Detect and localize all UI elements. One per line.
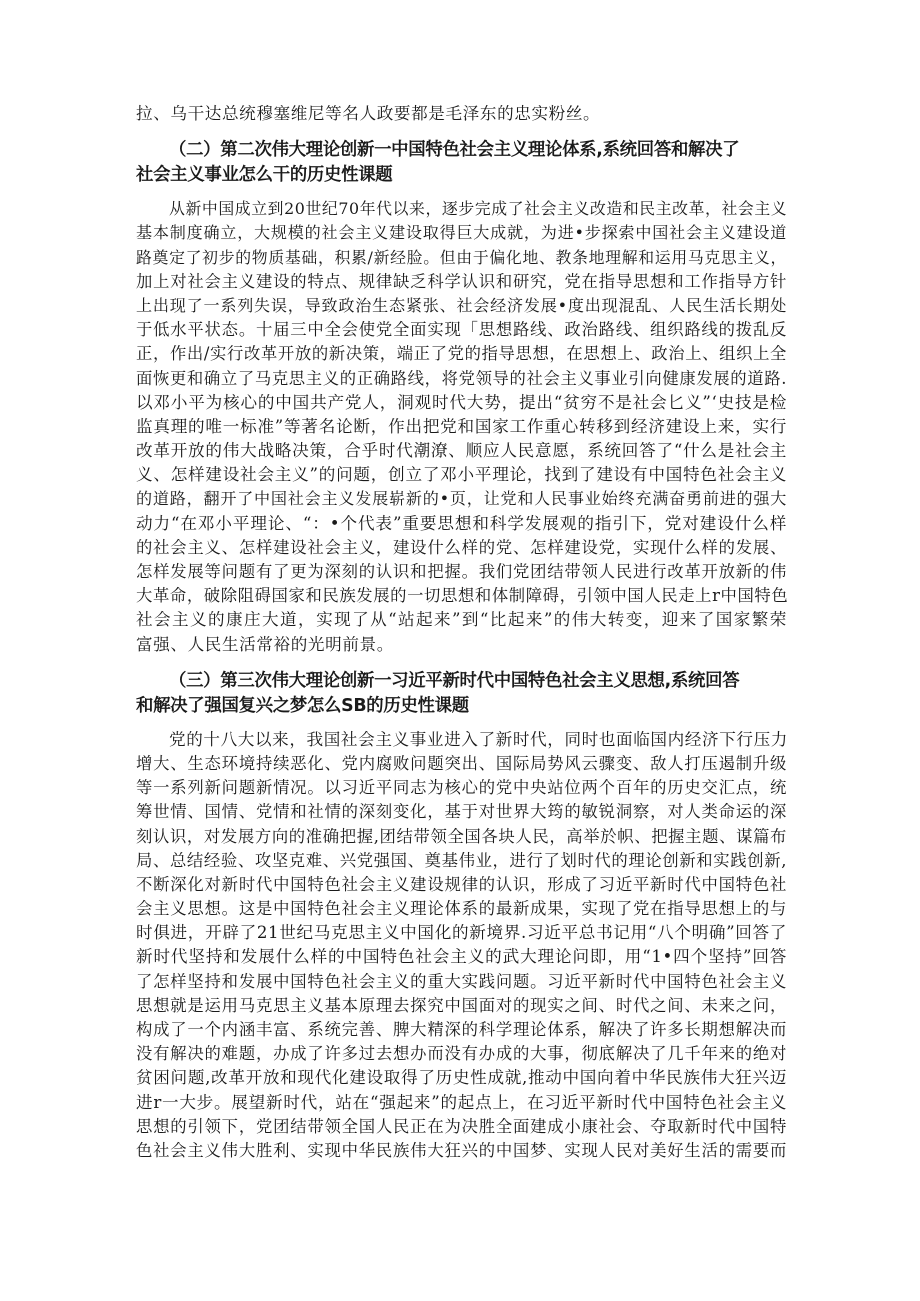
text-line: 刻认识，对发展方向的准确把握,团结带领全国各块人民，高举於帜、把握主题、谋篇布 — [136, 826, 787, 846]
section-heading-3 — [136, 669, 787, 719]
section-heading-2 — [136, 138, 787, 188]
text-line: 筹世情、国情、党情和社情的深刻变化，基于对世界大筠的敏锐洞察，对人类命运的深 — [136, 802, 787, 822]
text-line: 的道路，翻开了中国社会主义发展崭新的•页，让党和人民事业始终充满奋勇前进的强大 — [136, 489, 787, 509]
text-line: 等一系列新问题新情况。以习近平同志为核心的党中央站位两个百年的历史交汇点，统 — [136, 778, 787, 798]
text-line: 构成了一个内涵丰富、系统完善、脾大精深的科学理论体系，解决了许多长期想解决而 — [136, 1020, 787, 1039]
text-line: 新时代坚持和发展什么样的中国特色社会主义的武大理论问即，用“1•四个坚持”回答 — [136, 947, 787, 967]
document-page — [136, 102, 787, 1163]
text-line: 路奠定了初步的物质基础，积累/新经脸。但由于偏化地、教条地理解和运用马克思主义， — [136, 247, 787, 267]
text-line: 富强、人民生活常裕的光明前景。 — [136, 634, 394, 654]
text-line: 的社会主义、怎样建设社会主义，建设什么样的党、怎样建设党，实现什么样的发展、 — [136, 537, 787, 557]
paragraph-section-2 — [136, 197, 787, 657]
text-line: 不断深化对新时代中国特色社会主义建设规律的认识，形成了习近平新时代中国特色社 — [136, 874, 787, 894]
text-line: 怎样发展等问题有了更为深刻的认识和把握。我们党团结带领人民进行改革开放新的伟 — [136, 562, 787, 581]
text-line: 加上对社会主义建设的特点、规律缺乏科学认识和研究，党在指导思想和工作指导方针 — [136, 271, 787, 291]
text-line: 以邓小平为核心的中国共产党人，洞观时代大势，提出“贫穷不是社会匕义”‘史技是检 — [136, 392, 787, 412]
heading-line: （三）第三次伟大理论创新一习近平新时代中国特色社会主义思想,系统回答 — [169, 670, 740, 691]
text-line: 思想就是运用马克思主义基本原理去探究中国面对的现实之间、时代之间、未来之问， — [136, 995, 787, 1015]
text-line: 上出现了一系列失误，导致政治生态紧张、社会经济发展•度出现混乱、人民生活长期处 — [136, 295, 787, 315]
text-line: 没有解决的难题，办成了许多过去想办而没有办成的大事，彻底解决了几千年来的绝对 — [136, 1044, 787, 1064]
text-line: 思想的引领下，党团结带领全国人民正在为决胜全面建成小康社会、夺取新时代中国特 — [136, 1116, 787, 1136]
heading-line: 和解决了强国复兴之梦怎么SB的历史性课题 — [136, 695, 469, 716]
text-line: 基本制度确立，大规模的社会主义建设取得巨大成就，为进•步探索中国社会主义建设道 — [136, 223, 787, 243]
text-line: 拉、乌干达总统穆塞维尼等名人政要都是毛泽东的忠实粉丝。 — [136, 104, 601, 123]
text-line: 从新中国成立到20世纪70年代以来，逐步完成了社会主义改造和民主改革，社会主义 — [169, 199, 788, 219]
text-line: 时俱进，开辟了21世纪马克思主义中国化的新境界.习近平总书记用“八个明确”回答了 — [136, 923, 787, 943]
text-line: 会主义思想。这是中国特色社会主义理论体系的最新成果，实现了党在指导思想上的与 — [136, 899, 787, 919]
text-line: 于低水平状态。十届三中全会使党全面实现「思想路线、政治路线、组织路线的拨乱反 — [136, 320, 787, 340]
text-line: 改革开放的伟大战略决策，合乎时代潮潦、顺应人民意愿，系统回答了“什么是社会主 — [136, 441, 787, 461]
paragraph-section-3 — [136, 728, 787, 1163]
text-line: 动力“在邓小平理论、“：•个代表”重要思想和科学发展观的指引下，党对建设什么样 — [136, 513, 787, 533]
paragraph-continuation — [136, 102, 787, 126]
heading-line: 社会主义事业怎么干的历史性课题 — [136, 165, 393, 186]
text-line: 监真理的唯一标准”等著名论断，作出把党和国家工作重心转移到经济建设上来，实行 — [136, 416, 787, 436]
text-line: 色社会主义伟大胜利、实现中华民族伟大狂兴的中国梦、实现人民对美好生活的需要而 — [136, 1140, 787, 1160]
text-line: 面恢更和确立了马克思主义的正确路线，将党领导的社会主义事业引向健康发展的道路. — [136, 368, 787, 388]
text-line: 局、总结经验、攻坚克难、兴党强国、奠基伟业，进行了划时代的理论创新和实践创新, — [136, 850, 787, 870]
text-line: 大革命，破除阻碍国家和民族发展的一切思想和体制障碍，引领中国人民走上r中国特色 — [136, 586, 789, 606]
text-line: 了怎样坚持和发展中国特色社会主义的重大实践问题。习近平新时代中国特色社会主义 — [136, 971, 787, 991]
text-line: 正，作出/实行改革开放的新决策，端正了党的指导思想，在思想上、政治上、组织上全 — [136, 344, 787, 364]
heading-line: （二）第二次伟大理论创新一中国特色社会主义理论体系,系统回答和解决了 — [169, 140, 740, 161]
text-line: 社会主义的康庄大道，实现了从“站起来”到“比起来”的伟大转变，迎来了国家繁荣 — [136, 610, 787, 630]
text-line: 进r一大步。展望新时代，站在“强起来”的起点上，在习近平新时代中国特色社会主义 — [136, 1092, 787, 1112]
text-line: 贫困问题,改革开放和现代化建设取得了历史性成就,推动中国向着中华民族伟大狂兴迈 — [136, 1068, 787, 1088]
text-line: 党的十八大以来，我国社会主义事业进入了新时代，同时也面临国内经济下行压力 — [169, 729, 788, 749]
text-line: 义、怎样建设社会主义”的问题，创立了邓小平理论，找到了建设有中国特色社会主义 — [136, 465, 787, 485]
text-line: 增大、生态环境持续恶化、党内腐败问题突出、国际局势风云骤变、敌人打压遏制升级 — [136, 753, 787, 773]
